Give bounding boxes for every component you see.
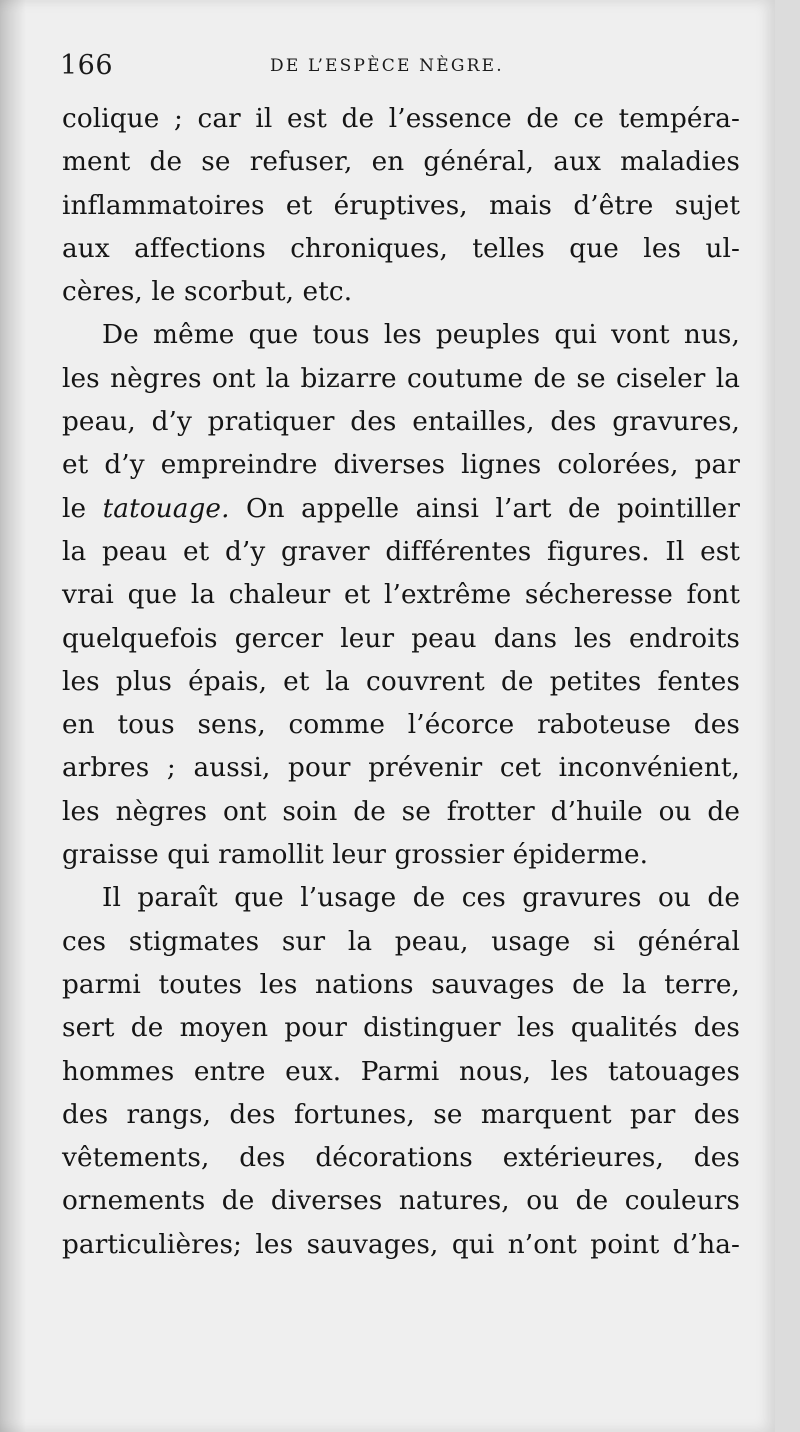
page-header bbox=[60, 50, 750, 90]
text-line: aux affections chroniques, telles que les ul- bbox=[62, 233, 740, 264]
text-fragment: le bbox=[62, 493, 87, 524]
text-line: hommes entre eux. Parmi nous, les tatouages bbox=[62, 1056, 740, 1087]
text-line: colique ; car il est de l’essence de ce tempéra- bbox=[62, 104, 740, 134]
text-line: les plus épais, et la couvrent de petites fentes bbox=[62, 666, 740, 697]
text-line: ment de se refuser, en général, aux maladies bbox=[62, 147, 740, 178]
text-line: en tous sens, comme l’écorce raboteuse des bbox=[62, 710, 740, 741]
text-line: les nègres ont soin de se frotter d’huile ou de bbox=[62, 796, 740, 827]
text-line: parmi toutes les nations sauvages de la terre, bbox=[62, 969, 740, 1000]
text-line-mixed bbox=[62, 488, 740, 531]
text-line: et d’y empreindre diverses lignes colorées, par bbox=[62, 450, 740, 481]
text-line: cères, le scorbut, etc. bbox=[62, 277, 353, 308]
body-text bbox=[62, 98, 740, 1267]
text-line: Il paraît que l’usage de ces gravures ou de bbox=[102, 883, 740, 914]
text-line: inflammatoires et éruptives, mais d’être sujet bbox=[62, 190, 740, 221]
text-line: sert de moyen pour distinguer les qualités des bbox=[62, 1013, 740, 1044]
text-line: graisse qui ramollit leur grossier épiderme. bbox=[62, 840, 649, 871]
text-line: ornements de diverses natures, ou de couleurs bbox=[62, 1186, 740, 1217]
text-fragment: On appelle ainsi l’art de pointiller bbox=[246, 493, 740, 524]
text-line: vêtements, des décorations extérieures, des bbox=[62, 1143, 740, 1174]
text-line: peau, d’y pratiquer des entailles, des gravures, bbox=[62, 407, 740, 438]
italic-term: tatouage. bbox=[102, 493, 230, 524]
text-line: quelquefois gercer leur peau dans les endroits bbox=[62, 623, 740, 654]
text-line: arbres ; aussi, pour prévenir cet inconvénient, bbox=[62, 753, 740, 784]
text-line: vrai que la chaleur et l’extrême sécheresse font bbox=[62, 580, 740, 611]
text-line: De même que tous les peuples qui vont nus, bbox=[102, 320, 740, 351]
page-number: 166 bbox=[60, 50, 114, 81]
text-line: les nègres ont la bizarre coutume de se ciseler la bbox=[62, 363, 740, 394]
running-head: DE L’ESPÈCE NÈGRE. bbox=[270, 56, 504, 76]
text-line: la peau et d’y graver différentes figures. Il est bbox=[62, 536, 740, 567]
text-line: ces stigmates sur la peau, usage si général bbox=[62, 926, 740, 957]
text-line: particulières; les sauvages, qui n’ont point d’ha- bbox=[62, 1229, 740, 1260]
spine-shadow bbox=[0, 0, 26, 1432]
text-line: des rangs, des fortunes, se marquent par des bbox=[62, 1099, 740, 1130]
